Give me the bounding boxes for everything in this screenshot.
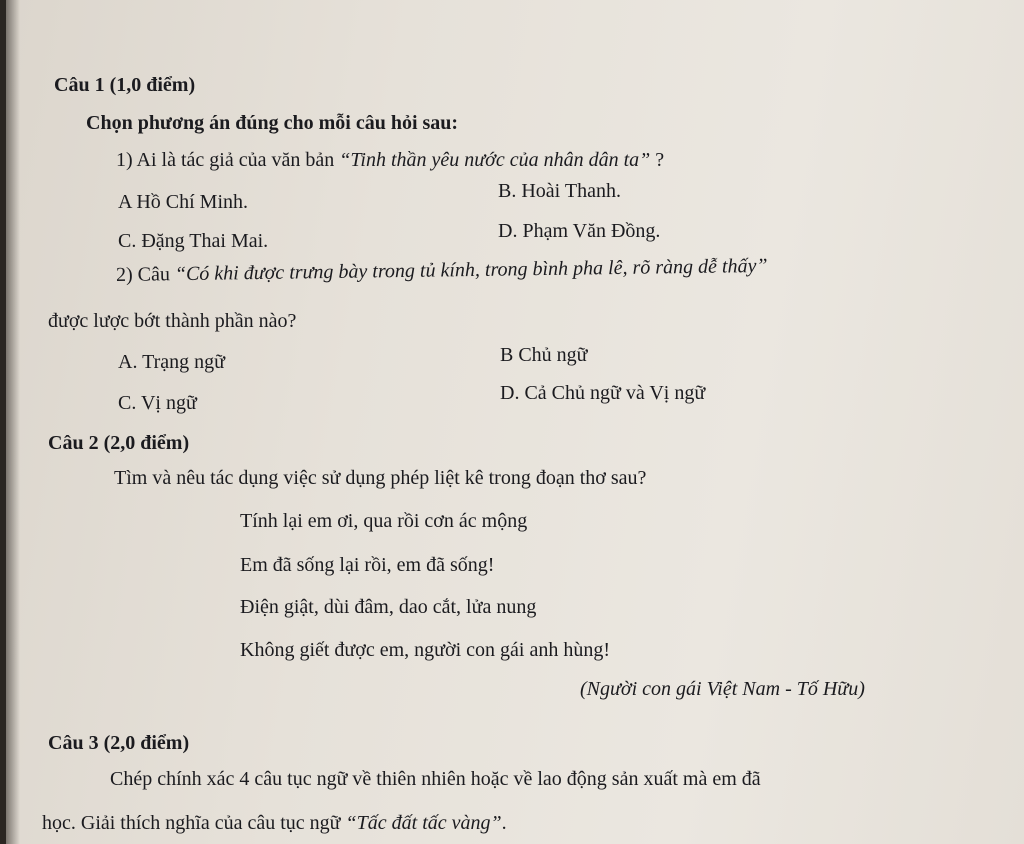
q1-title: Câu 1 (1,0 điểm) xyxy=(54,74,196,96)
q1-sub2-option-d: D. Cả Chủ ngữ và Vị ngữ xyxy=(500,382,706,404)
q1-sub1-prefix: 1) Ai là tác giả của văn bản xyxy=(116,149,340,171)
q2-title: Câu 2 (2,0 điểm) xyxy=(48,432,190,454)
q1-sub1-option-d: D. Phạm Văn Đồng. xyxy=(498,220,661,242)
q1-sub1-option-b: B. Hoài Thanh. xyxy=(498,180,621,202)
q1-instruction: Chọn phương án đúng cho mỗi câu hỏi sau: xyxy=(86,112,459,134)
q2-prompt: Tìm và nêu tác dụng việc sử dụng phép liệt kê trong đoạn thơ sau? xyxy=(114,467,647,489)
q1-sub2-question xyxy=(116,253,768,288)
q3-line2-quote: “Tấc đất tấc vàng” xyxy=(345,812,502,834)
q3-line2-prefix: học. Giải thích nghĩa của câu tục ngữ xyxy=(42,812,346,834)
q1-sub1-question xyxy=(116,147,664,173)
q1-sub2-quote: “Có khi được trưng bày trong tủ kính, trong bình pha lê, rõ ràng dễ thấy” xyxy=(174,254,768,286)
q3-title: Câu 3 (2,0 điểm) xyxy=(48,732,190,754)
q3-line2-suffix: . xyxy=(501,812,507,834)
q2-poem-line-2: Em đã sống lại rồi, em đã sống! xyxy=(240,554,495,576)
exam-paper xyxy=(6,0,1024,844)
q1-sub1-suffix: ? xyxy=(650,149,665,171)
q1-sub1-quote: “Tinh thần yêu nước của nhân dân ta” xyxy=(339,149,651,171)
q1-sub1-option-c: C. Đặng Thai Mai. xyxy=(118,230,269,252)
q1-sub2-option-c: C. Vị ngữ xyxy=(118,392,197,414)
q3-line-2 xyxy=(42,810,507,836)
q2-poem-line-1: Tính lại em ơi, qua rồi cơn ác mộng xyxy=(240,510,528,532)
q2-poem-source: (Người con gái Việt Nam - Tố Hữu) xyxy=(580,678,865,700)
paper-edge-shadow xyxy=(6,0,20,844)
q1-sub2-option-a: A. Trạng ngữ xyxy=(118,351,225,373)
q3-line-1: Chép chính xác 4 câu tục ngữ về thiên nhiên hoặc về lao động sản xuất mà em đã xyxy=(110,768,761,790)
q1-sub1-option-a: A Hồ Chí Minh. xyxy=(118,191,249,213)
q1-sub2-prefix: 2) Câu xyxy=(115,263,176,286)
q2-poem-line-3: Điện giật, dùi đâm, dao cắt, lửa nung xyxy=(240,596,537,618)
q1-sub2-option-b: B Chủ ngữ xyxy=(500,344,588,366)
q1-sub2-line2: được lược bớt thành phần nào? xyxy=(48,310,297,332)
q2-poem-line-4: Không giết được em, người con gái anh hùng! xyxy=(240,639,610,661)
